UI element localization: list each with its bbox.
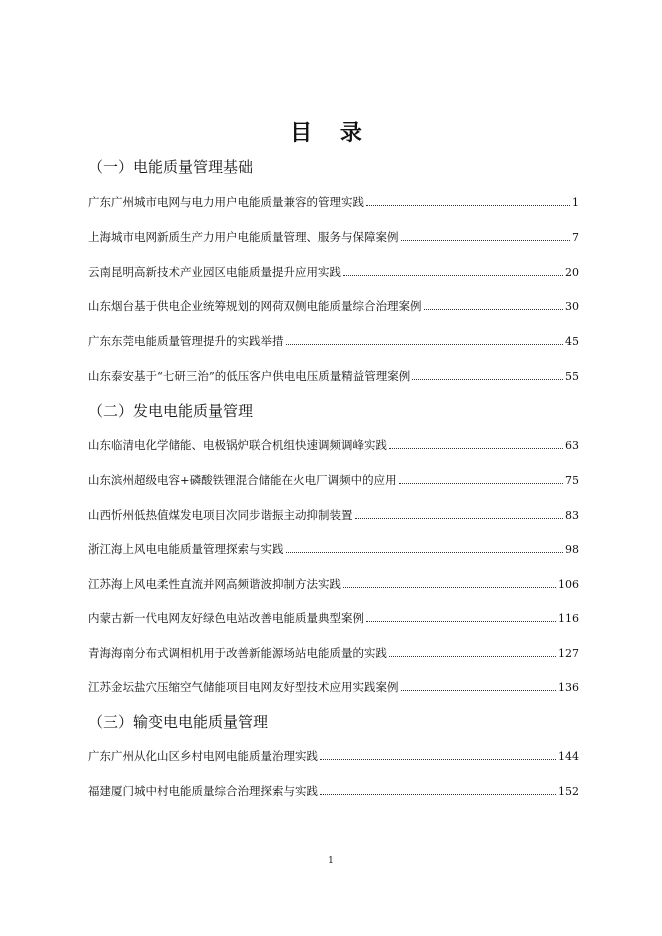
leader-dots: [286, 552, 564, 553]
toc-entry[interactable]: [88, 298, 579, 315]
leader-dots: [412, 379, 563, 380]
toc-entry-page: 45: [565, 335, 579, 348]
toc-entry-page: 116: [558, 612, 579, 625]
toc-entry-title: 江苏金坛盐穴压缩空气储能项目电网友好型技术应用实践案例: [88, 680, 399, 694]
toc-entry[interactable]: [88, 610, 579, 627]
toc-entry-title: 福建厦门城中村电能质量综合治理探索与实践: [88, 784, 318, 798]
leader-dots: [401, 240, 571, 241]
leader-dots: [401, 690, 557, 691]
toc-entry-page: 30: [565, 300, 579, 313]
toc-entry-title: 山东临清电化学储能、电极锅炉联合机组快速调频调峰实践: [88, 438, 387, 452]
toc-entry-title: 山东烟台基于供电企业统筹规划的网荷双侧电能质量综合治理案例: [88, 299, 422, 313]
toc-entry-page: 152: [558, 785, 579, 798]
toc-entry-page: 20: [565, 266, 579, 279]
toc-entry-page: 127: [558, 647, 579, 660]
section-heading: （三）输变电电能质量管理: [88, 713, 269, 731]
leader-dots: [343, 587, 556, 588]
page-title: 目 录: [290, 120, 372, 146]
leader-dots: [320, 759, 556, 760]
toc-entry-page: 136: [558, 681, 579, 694]
leader-dots: [343, 275, 563, 276]
toc-entry[interactable]: [88, 437, 579, 454]
toc-entry[interactable]: [88, 576, 579, 593]
toc-entry[interactable]: [88, 229, 579, 246]
toc-entry-title: 上海城市电网新质生产力用户电能质量管理、服务与保障案例: [88, 230, 399, 244]
toc-entry[interactable]: [88, 368, 579, 385]
toc-entry-title: 山西忻州低热值煤发电项目次同步谐振主动抑制装置: [88, 508, 353, 522]
toc-entry[interactable]: [88, 541, 579, 558]
toc-entry-title: 山东泰安基于“七研三治”的低压客户供电电压质量精益管理案例: [88, 369, 411, 383]
section-heading: （二）发电电能质量管理: [88, 402, 254, 420]
toc-entry[interactable]: [88, 507, 579, 524]
toc-entry[interactable]: [88, 264, 579, 281]
toc-entry[interactable]: [88, 679, 579, 696]
section-heading: （一）电能质量管理基础: [88, 158, 254, 176]
toc-entry[interactable]: [88, 472, 579, 489]
toc-entry-page: 144: [558, 750, 579, 763]
toc-entry-title: 广东广州从化山区乡村电网电能质量治理实践: [88, 749, 318, 763]
toc-entry-title: 广东东莞电能质量管理提升的实践举措: [88, 334, 284, 348]
toc-entry-page: 55: [565, 370, 579, 383]
toc-entry-page: 83: [565, 509, 579, 522]
toc-entry-page: 98: [565, 543, 579, 556]
toc-entry[interactable]: [88, 333, 579, 350]
toc-entry-page: 63: [565, 439, 579, 452]
toc-entry-title: 广东广州城市电网与电力用户电能质量兼容的管理实践: [88, 195, 364, 209]
leader-dots: [286, 344, 564, 345]
toc-entry-title: 青海海南分布式调相机用于改善新能源场站电能质量的实践: [88, 646, 387, 660]
toc-entry-title: 浙江海上风电电能质量管理探索与实践: [88, 542, 284, 556]
toc-entry-title: 山东滨州超级电容+磷酸铁锂混合储能在火电厂调频中的应用: [88, 473, 397, 487]
leader-dots: [389, 448, 563, 449]
leader-dots: [389, 656, 556, 657]
toc-entry[interactable]: [88, 748, 579, 765]
leader-dots: [424, 309, 564, 310]
toc-entry[interactable]: [88, 194, 579, 211]
toc-entry[interactable]: [88, 645, 579, 662]
toc-entry-page: 75: [565, 474, 579, 487]
leader-dots: [355, 518, 564, 519]
toc-entry-page: 1: [572, 196, 579, 209]
leader-dots: [320, 794, 556, 795]
toc-entry[interactable]: [88, 783, 579, 800]
leader-dots: [366, 205, 570, 206]
leader-dots: [366, 621, 556, 622]
toc-entry-title: 云南昆明高新技术产业园区电能质量提升应用实践: [88, 265, 341, 279]
page-number: 1: [328, 856, 334, 866]
leader-dots: [399, 483, 563, 484]
toc-entry-page: 7: [572, 231, 579, 244]
toc-entry-page: 106: [558, 578, 579, 591]
toc-entry-title: 江苏海上风电柔性直流并网高频谐波抑制方法实践: [88, 577, 341, 591]
toc-entry-title: 内蒙古新一代电网友好绿色电站改善电能质量典型案例: [88, 611, 364, 625]
